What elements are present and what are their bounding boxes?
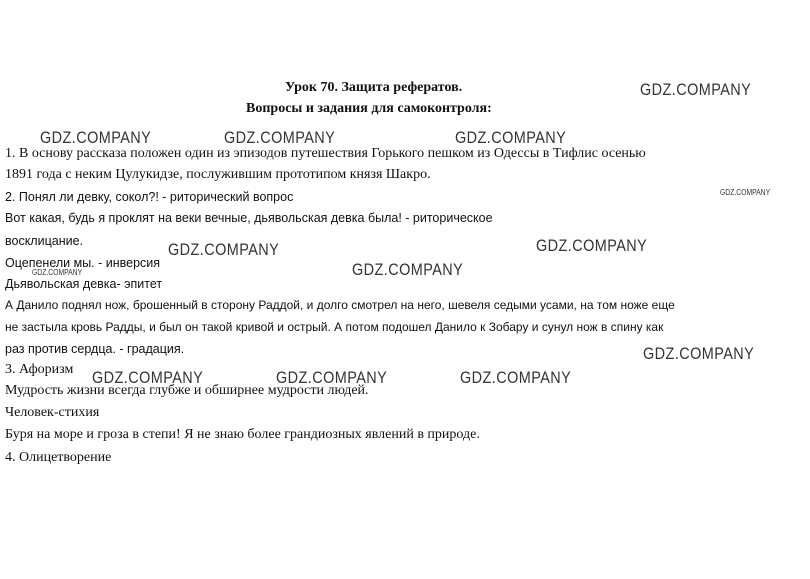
watermark: GDZ.COMPANY	[32, 268, 83, 277]
item4-heading: 4. Олицетворение	[5, 450, 112, 465]
watermark: GDZ.COMPANY	[643, 344, 755, 363]
item2-line1: Вот какая, будь я проклят на веки вечные, дьявольская девка была! - риторическое	[5, 211, 493, 225]
item2-line2: восклицание.	[5, 234, 84, 248]
watermark: GDZ.COMPANY	[168, 240, 280, 259]
watermark: GDZ.COMPANY	[460, 368, 572, 387]
item2-line5: А Данило поднял нож, брошенный в сторону Раддой, и долго смотрел на него, шевеля седыми усами, на том ноже еще	[5, 298, 675, 312]
item2-line3: Оцепенели мы. - инверсия	[5, 256, 161, 270]
watermark: GDZ.COMPANY	[92, 368, 204, 387]
item2-line4: Дьявольская девка- эпитет	[5, 277, 163, 291]
watermark: GDZ.COMPANY	[536, 236, 648, 255]
item2-line7: раз против сердца. - градация.	[5, 342, 185, 356]
watermark: GDZ.COMPANY	[352, 260, 464, 279]
watermark: GDZ.COMPANY	[455, 128, 567, 147]
item3-line2: Человек-стихия	[5, 405, 100, 420]
watermark: GDZ.COMPANY	[640, 80, 752, 99]
item3-line3: Буря на море и гроза в степи! Я не знаю более грандиозных явлений в природе.	[5, 427, 480, 442]
item2-heading: 2. Понял ли девку, сокол?! - риторический вопрос	[5, 190, 294, 204]
watermark: GDZ.COMPANY	[40, 128, 152, 147]
section-subtitle: Вопросы и задания для самоконтроля:	[246, 101, 492, 116]
lesson-title: Урок 70. Защита рефератов.	[285, 80, 463, 95]
watermark: GDZ.COMPANY	[720, 188, 771, 197]
item1-line2: 1891 года с неким Цулукидзе, послужившим прототипом князя Шакро.	[5, 167, 431, 182]
watermark: GDZ.COMPANY	[276, 368, 388, 387]
item2-line6: не застыла кровь Радды, и был он такой кривой и острый. А потом подошел Данило к Зобару и сунул нож в спину как	[5, 320, 664, 334]
item1-line1: 1. В основу рассказа положен один из эпизодов путешествия Горького пешком из Одессы в Тифлис осенью	[5, 146, 646, 161]
item3-line1: Мудрость жизни всегда глубже и обширнее мудрости людей.	[5, 383, 369, 398]
item3-heading: 3. Афоризм	[5, 362, 74, 377]
watermark: GDZ.COMPANY	[224, 128, 336, 147]
